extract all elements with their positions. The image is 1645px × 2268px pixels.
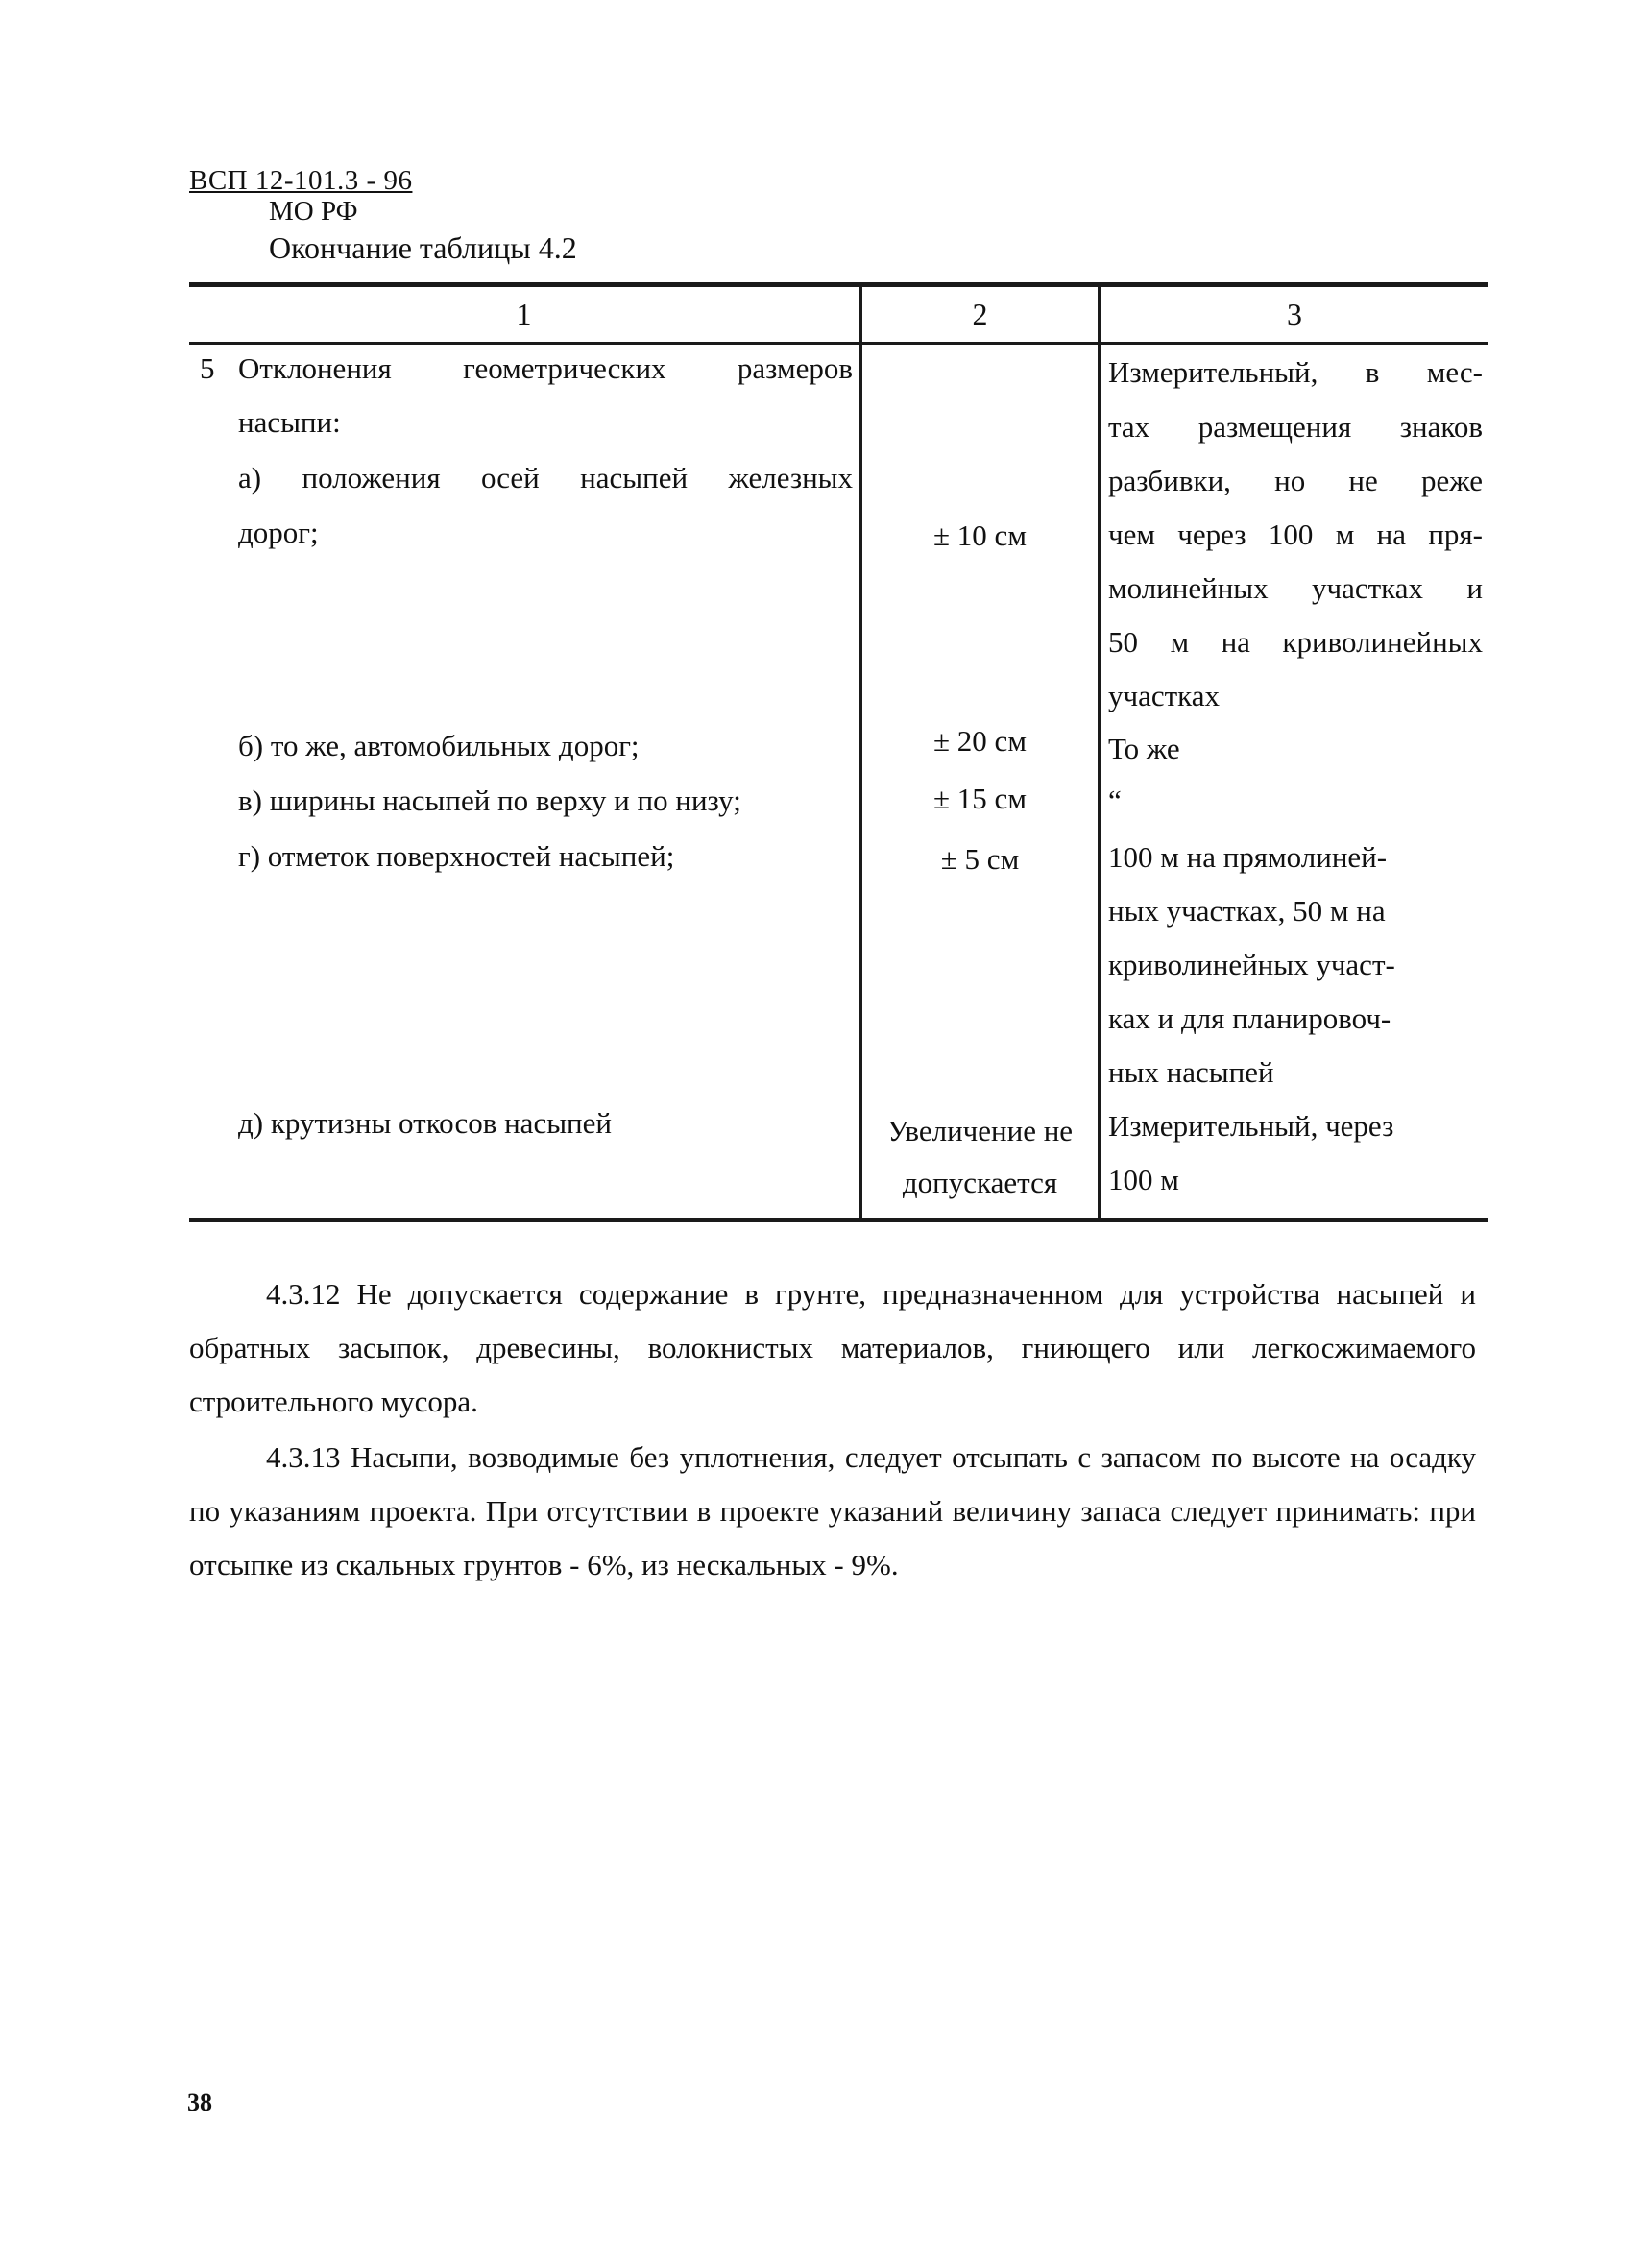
document-code: ВСП 12-101.3 - 96 [189, 165, 413, 196]
column-header-2: 2 [972, 297, 988, 331]
table-header-rule [189, 342, 1488, 345]
item-e-tolerance-line-1: Увеличение не [886, 1114, 1074, 1147]
column-header-1: 1 [516, 297, 532, 331]
row-number: 5 [200, 351, 215, 385]
column-header-3: 3 [1287, 297, 1302, 331]
item-b-tolerance: ± 20 см [933, 724, 1027, 758]
document-org: МО РФ [269, 196, 358, 227]
column-divider-2 [1098, 284, 1101, 1220]
paragraph-4-3-13-text: 4.3.13 Насыпи, возводимые без уплотнения, следует отсыпать с запасом по высоте на осадку по указаниям проекта. При отсутствии в проекте указаний величину запаса следует принимать: при отсыпке из скальных грунтов - 6%, из нескальных - 9%. [189, 1440, 1476, 1581]
item-a-control-line-4: чем через 100 м на пря- [1108, 518, 1483, 551]
item-e-tolerance-line-2: допускается [902, 1166, 1058, 1199]
paragraph-4-3-12 [189, 1267, 1476, 1429]
item-d-control-line-1: 100 м на прямолиней- [1108, 840, 1388, 874]
item-a-line-2: дорог; [238, 516, 319, 549]
paragraph-4-3-12-text: 4.3.12 Не допускается содержание в грунте, предназначенном для устройства насыпей и обратных засыпок, древесины, волокнистых материалов, гниющего или легкосжимаемого строительного мусора. [189, 1277, 1476, 1418]
row-title-line-2: насыпи: [238, 405, 341, 439]
item-e-control-line-2: 100 м [1108, 1163, 1179, 1196]
item-d-tolerance: ± 5 см [940, 842, 1020, 876]
item-d-control-line-3: криволинейных участ- [1108, 948, 1395, 981]
item-c-tolerance: ± 15 см [933, 782, 1027, 815]
item-d-control-line-5: ных насыпей [1108, 1055, 1274, 1089]
item-d-text: г) отметок поверхностей насыпей; [238, 839, 675, 873]
table-bottom-rule [189, 1218, 1488, 1222]
row-title-line-1: Отклонения геометрических размеров [238, 351, 853, 385]
item-d-control-line-2: ных участках, 50 м на [1108, 894, 1386, 928]
item-a-tolerance: ± 10 см [933, 519, 1027, 552]
item-b-control: То же [1108, 732, 1180, 765]
item-a-control-line-2: тах размещения знаков [1108, 410, 1483, 444]
item-a-control-line-1: Измерительный, в мес- [1108, 355, 1483, 389]
item-c-control: “ [1108, 784, 1122, 817]
item-a-control-line-3: разбивки, но не реже [1108, 464, 1483, 497]
item-a-control-line-6: 50 м на криволинейных [1108, 625, 1483, 659]
item-c-text: в) ширины насыпей по верху и по низу; [238, 784, 741, 817]
paragraph-4-3-13 [189, 1431, 1476, 1592]
item-d-control-line-4: ках и для планировоч- [1108, 1001, 1391, 1035]
item-e-text: д) крутизны откосов насыпей [238, 1106, 612, 1140]
item-e-control-line-1: Измерительный, через [1108, 1109, 1394, 1143]
item-a-line-1: а) положения осей насыпей железных [238, 461, 853, 495]
item-a-control-line-5: молинейных участках и [1108, 571, 1483, 605]
table-top-rule [189, 282, 1488, 287]
item-b-text: б) то же, автомобильных дорог; [238, 729, 640, 762]
page-number: 38 [187, 2088, 212, 2116]
table-caption: Окончание таблицы 4.2 [269, 230, 577, 265]
item-a-control-line-7: участках [1108, 679, 1221, 712]
